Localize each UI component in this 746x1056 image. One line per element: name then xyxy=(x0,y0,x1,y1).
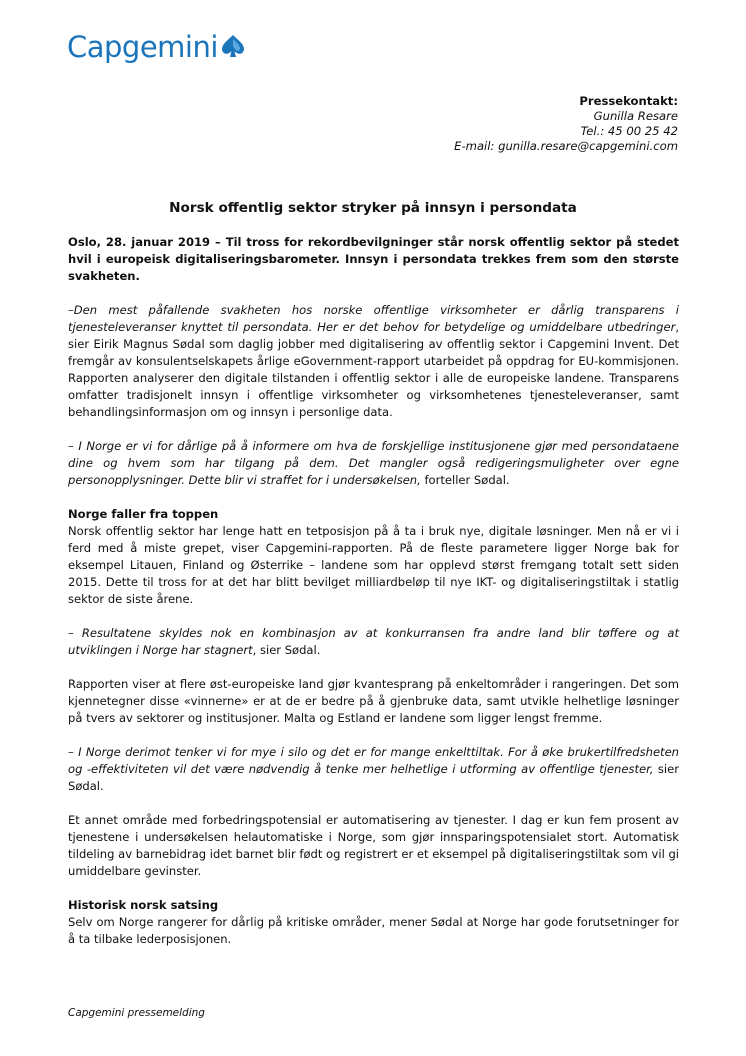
contact-name: Gunilla Resare xyxy=(593,109,678,123)
paragraph: Rapporten viser at flere øst-europeiske land gjør kvantesprang på enkeltområder i rangeringen. Det som kjennetegner disse «vinnerne» er at de er bedre på å gjenbruke data, samt utvikle helhetlige løsninger på tvers av sektorer og institusjoner. Malta og Estland er landene som ligger lengst fremme. xyxy=(68,677,679,725)
paragraph-text: forteller Sødal. xyxy=(420,473,510,487)
press-contact xyxy=(454,94,678,154)
paragraph-text: , sier Eirik Magnus Sødal som daglig jobber med digitalisering av offentlig sektor i Capgemini Invent. Det fremgår av konsulentselskapets årlige eGovernment-rapport utarbeidet på oppdrag for EU-kommisjonen. Rapporten analyserer den digitale tilstanden i offentlig sektor i alle de europeiske landene. Transparens omfatter tradisjonelt innsyn i offentlige virksomheter og virksomhetenes tjenesteleveranser, samt behandlingsinformasjon om og innsyn i personlige data. xyxy=(68,320,679,419)
paragraph-text: sier Sødal. xyxy=(68,762,679,793)
quote-text: – Resultatene skyldes nok en kombinasjon av at konkurransen fra andre land blir tøffere og at utviklingen i Norge har stagnert xyxy=(68,626,679,657)
section-heading: Historisk norsk satsing xyxy=(68,898,219,912)
quote-text: – I Norge derimot tenker vi for mye i silo og det er for mange enkelttiltak. For å øke brukertilfredsheten og -effektiviteten vil det være nødvendig å tenke mer helhetlige i utforming av offentlige tjenester, xyxy=(68,745,679,776)
page-footer: Capgemini pressemelding xyxy=(68,1007,205,1019)
paragraph-text: , sier Sødal. xyxy=(252,643,321,657)
paragraph: Et annet område med forbedringspotensial er automatisering av tjenester. I dag er kun fem prosent av tjenestene i undersøkelsen helautomatiske i Norge, som gjør innsparingspotensialet stort. Automatisk tildeling av barnebidrag idet barnet blir født og registrert er et eksempel på digitaliseringstiltak som vil gi umiddelbare gevinster. xyxy=(68,813,679,878)
quote-text: – I Norge er vi for dårlige på å informere om hva de forskjellige institusjonene gjør med persondataene dine og hvem som har tilgang på dem. Det mangler også redigeringsmuligheter over egne personopplysninger. Dette blir vi straffet for i undersøkelsen, xyxy=(68,439,679,487)
quote-text: –Den mest påfallende svakheten hos norske offentlige virksomheter er dårlig transparens i tjenesteleveranser knyttet til persondata. Her er det behov for betydelige og umiddelbare utbedringer xyxy=(68,303,679,334)
contact-phone: Tel.: 45 00 25 42 xyxy=(580,124,678,138)
lead-paragraph: Oslo, 28. januar 2019 – Til tross for rekordbevilgninger står norsk offentlig sektor på stedet hvil i europeisk digitaliseringsbarometer. Innsyn i persondata trekkes frem som den største svakheten. xyxy=(68,235,679,283)
contact-email: E-mail: gunilla.resare@capgemini.com xyxy=(454,139,678,153)
paragraph xyxy=(68,625,679,659)
paragraph: Selv om Norge rangerer for dårlig på kritiske områder, mener Sødal at Norge har gode forutsetninger for å ta tilbake lederposisjonen. xyxy=(68,915,679,946)
article-body xyxy=(68,234,679,965)
paragraph xyxy=(68,744,679,795)
capgemini-logo xyxy=(67,30,246,64)
spade-icon xyxy=(220,33,246,63)
section-heading: Norge faller fra toppen xyxy=(68,507,219,521)
paragraph xyxy=(68,438,679,489)
logo-text: Capgemini xyxy=(67,30,218,64)
paragraph xyxy=(68,302,679,421)
page-title: Norsk offentlig sektor stryker på innsyn i persondata xyxy=(169,200,577,216)
paragraph: Norsk offentlig sektor har lenge hatt en tetposisjon på å ta i bruk nye, digitale løsninger. Men nå er vi i ferd med å miste grepet, viser Capgemini-rapporten. På de fleste parametere ligger Norge bak for eksempel Litauen, Finland og Østerrike – landene som har opplevd størst fremgang totalt sett siden 2015. Dette til tross for at det har blitt bevilget milliardbeløp til nye IKT- og digitaliseringstiltak i statlig sektor de siste årene. xyxy=(68,524,679,606)
contact-label: Pressekontakt: xyxy=(579,94,678,108)
